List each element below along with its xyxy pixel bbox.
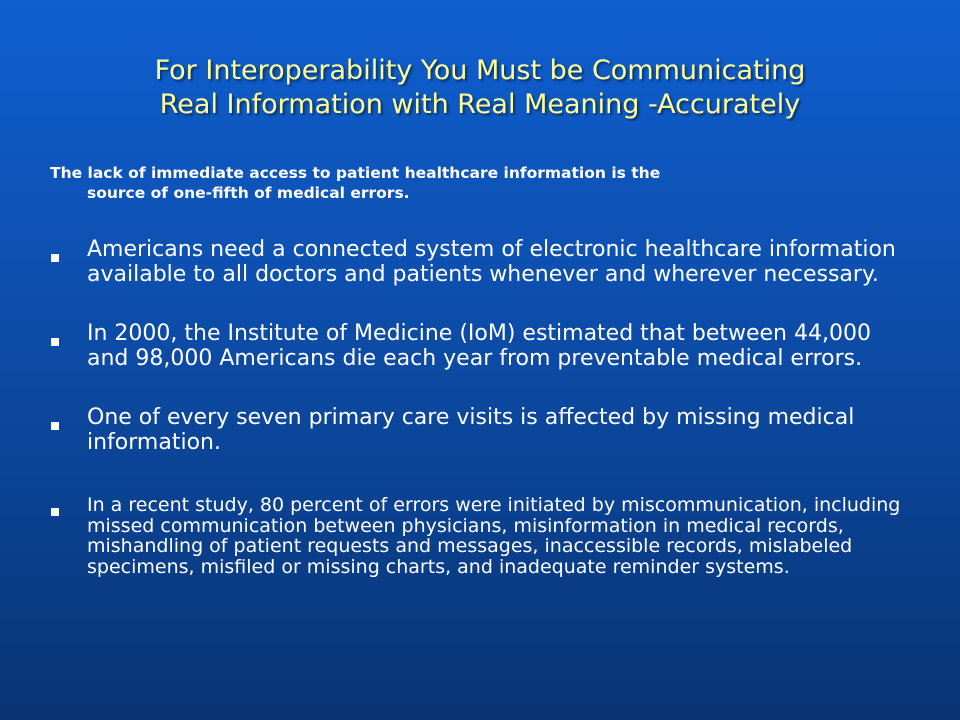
square-bullet-icon xyxy=(51,254,59,262)
square-bullet-icon xyxy=(51,508,59,516)
bullet-text: In a recent study, 80 percent of errors were initiated by miscommunication, including missed communication between physicians, misinformation in medical records, mishandling of patient requests and messages, inaccessible records, mislabeled specimens, misfiled or missing charts, and inadequate reminder systems. xyxy=(87,494,901,578)
bullet-item xyxy=(50,406,910,455)
bullet-item xyxy=(50,322,910,371)
bullet-list xyxy=(50,238,910,577)
square-bullet-icon xyxy=(51,338,59,346)
bullet-text: Americans need a connected system of electronic healthcare information available to all doctors and patients whenever and wherever necessary. xyxy=(87,237,896,287)
square-bullet-icon xyxy=(51,422,59,430)
slide-title-line-1: For Interoperability You Must be Communicating xyxy=(154,55,806,86)
bullet-item xyxy=(50,238,910,287)
lead-statement xyxy=(50,163,910,203)
slide-title-line-2: Real Information with Real Meaning -Accurately xyxy=(159,89,801,120)
lead-statement-line-1: The lack of immediate access to patient healthcare information is the xyxy=(50,164,661,182)
bullet-item xyxy=(50,495,910,577)
slide-title xyxy=(40,54,920,122)
bullet-text: One of every seven primary care visits is affected by missing medical information. xyxy=(87,405,855,455)
bullet-text: In 2000, the Institute of Medicine (IoM) estimated that between 44,000 and 98,000 Americans die each year from preventable medical errors. xyxy=(87,321,871,371)
lead-statement-line-2: source of one-fifth of medical errors. xyxy=(87,184,410,202)
